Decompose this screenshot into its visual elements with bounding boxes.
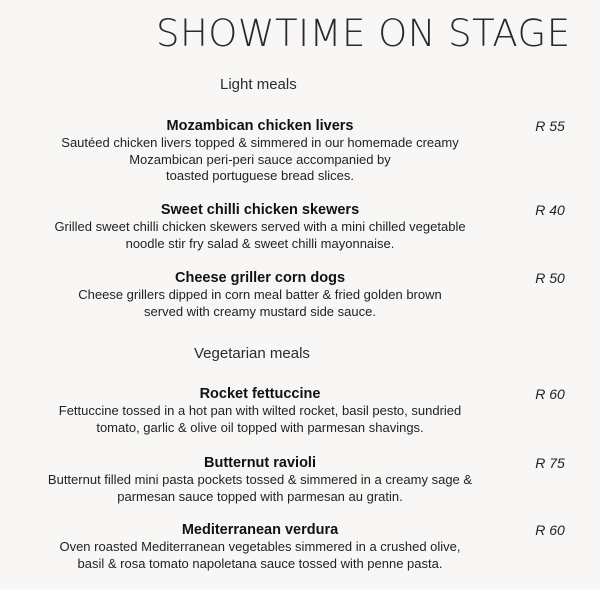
item-description-line: Oven roasted Mediterranean vegetables simmered in a crushed olive, xyxy=(59,539,461,554)
section-heading-vegetarian-meals: Vegetarian meals xyxy=(194,345,310,362)
item-description-line: Butternut filled mini pasta pockets tossed & simmered in a creamy sage & xyxy=(47,472,473,487)
item-name: Mozambican chicken livers xyxy=(166,118,354,134)
item-price: R 60 xyxy=(535,386,565,402)
item-description-line: noodle stir fry salad & sweet chilli mayonnaise. xyxy=(125,235,395,251)
section-heading-light-meals: Light meals xyxy=(220,76,297,93)
item-name: Rocket fettuccine xyxy=(199,386,321,402)
item-description-line: Cheese grillers dipped in corn meal batter & fried golden brown xyxy=(78,287,442,302)
item-price: R 50 xyxy=(535,270,565,286)
item-description-line: parmesan sauce topped with parmesan au gratin. xyxy=(117,488,403,504)
item-description-line: basil & rosa tomato napoletana sauce tossed with penne pasta. xyxy=(77,555,443,571)
menu-item-cheese-griller-corn-dogs xyxy=(0,270,520,320)
item-description-line: Sautéed chicken livers topped & simmered in our homemade creamy xyxy=(61,135,459,150)
page-title: SHOWTIME ON STAGE xyxy=(156,12,571,55)
item-description-line: Grilled sweet chilli chicken skewers served with a mini chilled vegetable xyxy=(54,219,466,234)
item-description-line: Fettuccine tossed in a hot pan with wilted rocket, basil pesto, sundried xyxy=(58,403,462,418)
item-name: Cheese griller corn dogs xyxy=(174,270,346,286)
item-price: R 60 xyxy=(535,522,565,538)
menu-item-sweet-chilli-chicken-skewers xyxy=(0,202,520,252)
item-description-line: served with creamy mustard side sauce. xyxy=(144,303,376,319)
menu-item-mozambican-chicken-livers xyxy=(0,118,520,185)
item-name: Sweet chilli chicken skewers xyxy=(160,202,360,218)
item-price: R 75 xyxy=(535,455,565,471)
item-description-line: toasted portuguese bread slices. xyxy=(166,168,354,183)
item-name: Mediterranean verdura xyxy=(181,522,339,538)
menu-item-mediterranean-verdura xyxy=(0,522,520,572)
item-price: R 55 xyxy=(535,118,565,134)
menu-item-butternut-ravioli xyxy=(0,455,520,505)
item-name: Butternut ravioli xyxy=(204,455,316,471)
item-description-line: tomato, garlic & olive oil topped with parmesan shavings. xyxy=(96,419,424,435)
item-description-line: Mozambican peri-peri sauce accompanied by xyxy=(129,151,391,167)
menu-item-rocket-fettuccine xyxy=(0,386,520,436)
item-price: R 40 xyxy=(535,202,565,218)
